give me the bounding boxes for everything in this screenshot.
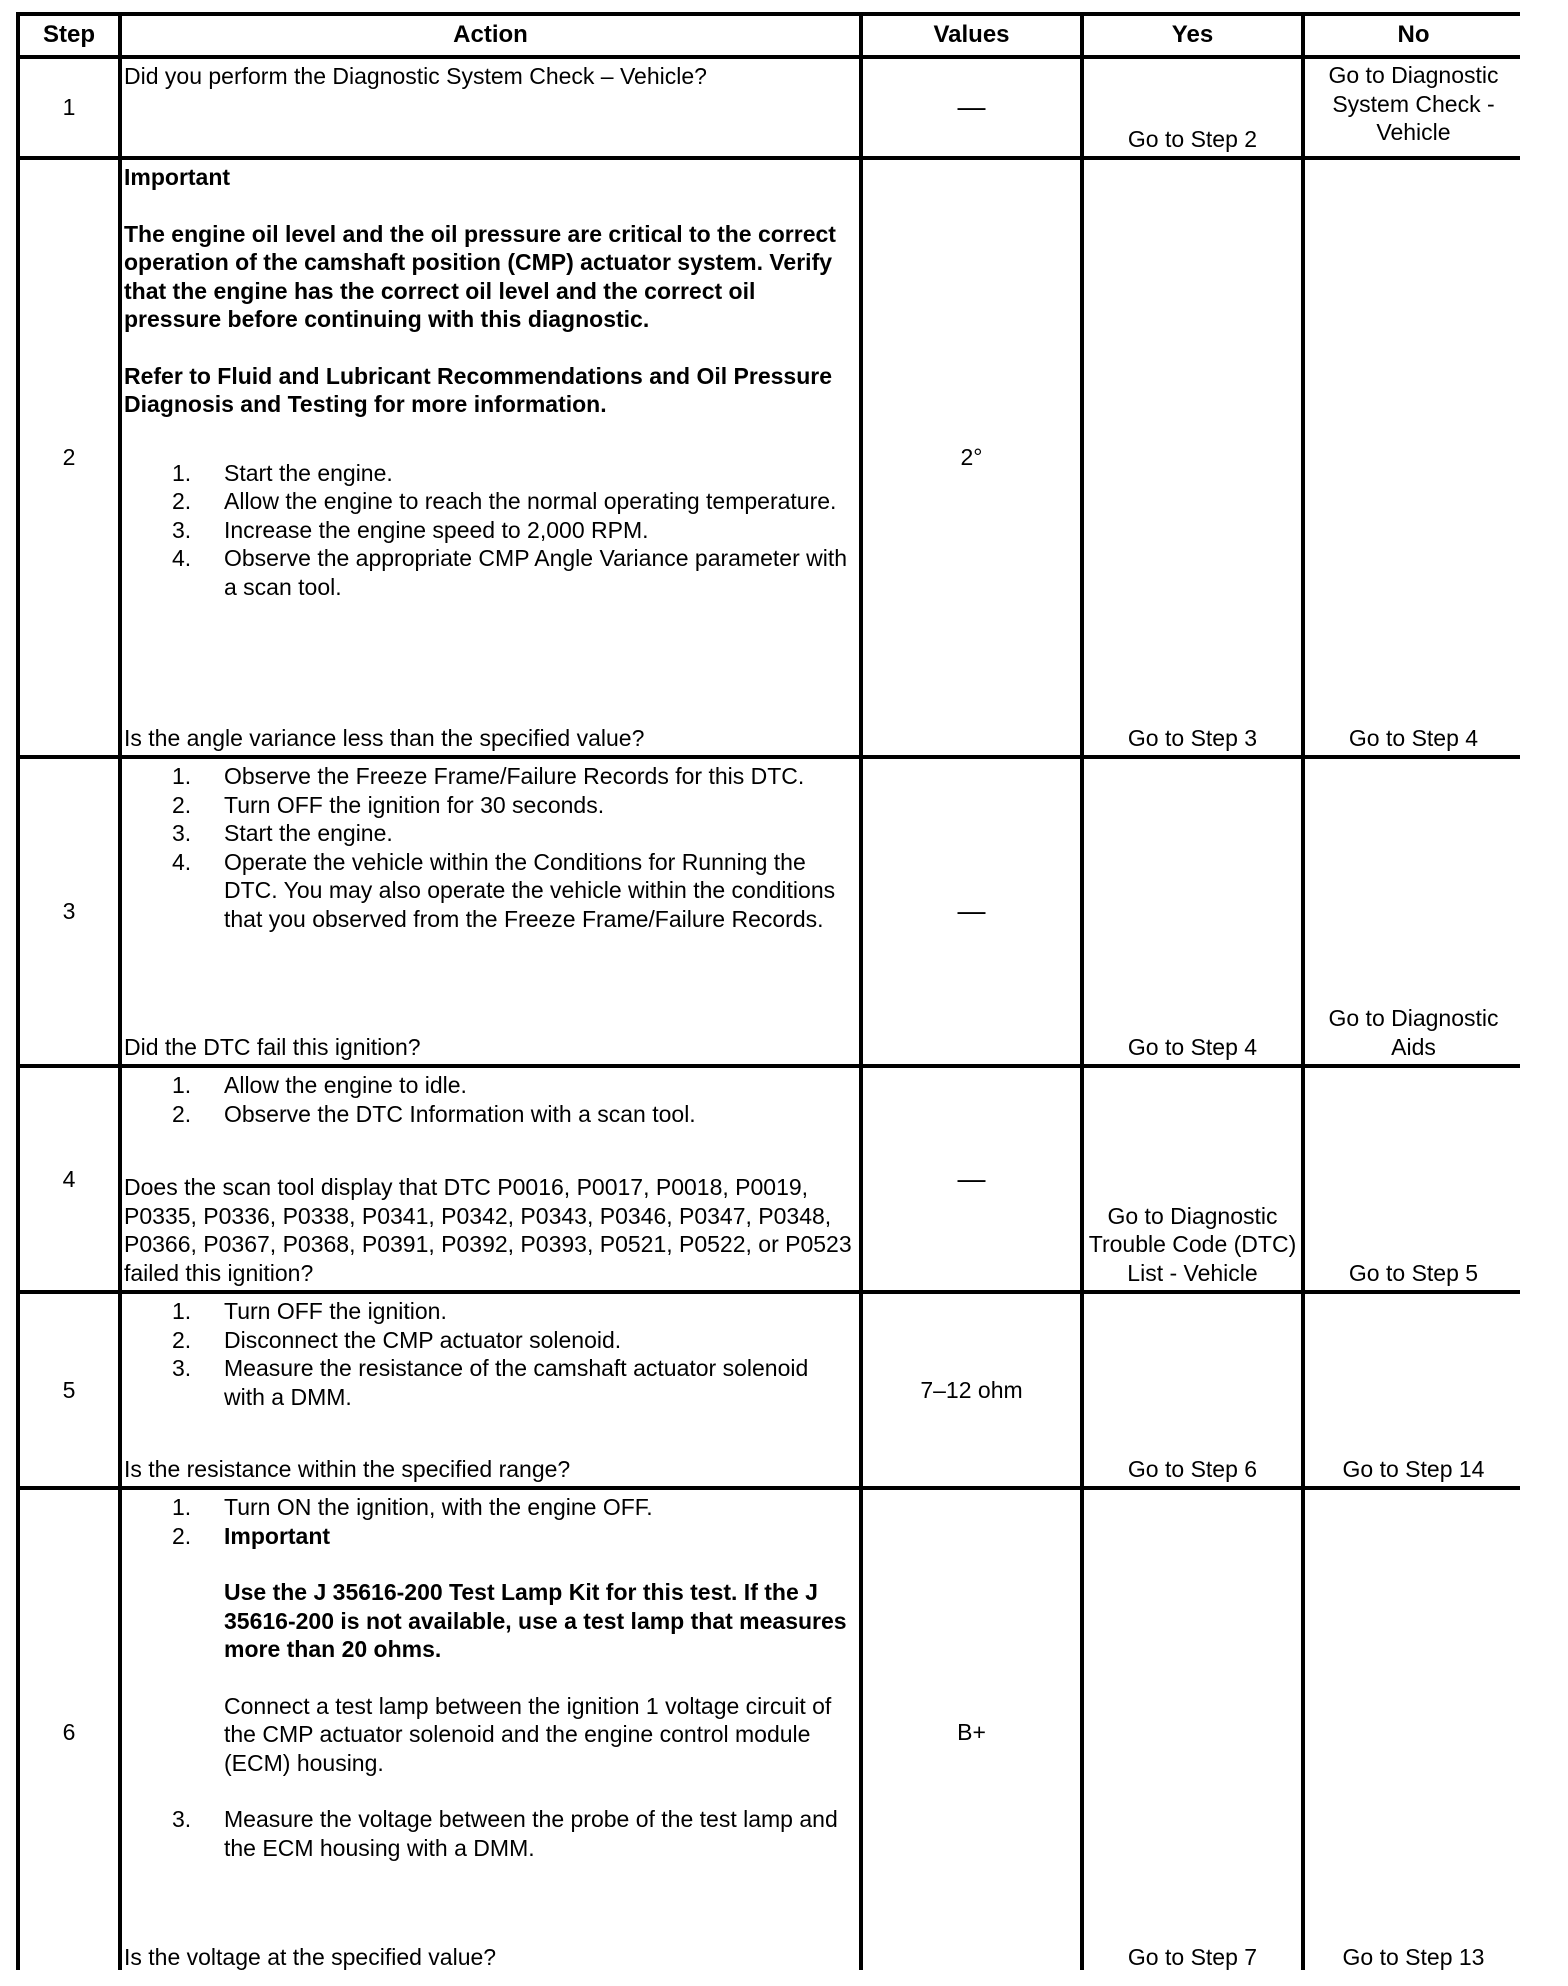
yes-result: Go to Step 4 bbox=[1127, 1033, 1258, 1060]
question-text: Did the DTC fail this ignition? bbox=[124, 1033, 421, 1060]
yes-cell bbox=[1084, 1068, 1301, 1290]
value-cell: — bbox=[863, 1068, 1080, 1290]
list-item: 2. Important bbox=[172, 1522, 331, 1549]
procedure-list bbox=[124, 1805, 855, 1862]
action-cell bbox=[122, 160, 859, 755]
yes-result: Go to Step 6 bbox=[1127, 1455, 1258, 1482]
yes-cell bbox=[1084, 59, 1301, 156]
value-cell: 2° bbox=[863, 160, 1080, 755]
list-item: 4. Operate the vehicle within the Conditions for Running the DTC. You may also operate the vehicle within the conditions that you observed from the Freeze Frame/Failure Records. bbox=[172, 848, 836, 932]
refer-text: Refer to Fluid and Lubricant Recommendations and Oil Pressure Diagnosis and Testing for more information. bbox=[124, 362, 833, 417]
value-cell: 7–12 ohm bbox=[863, 1294, 1080, 1486]
important-label: Important bbox=[224, 1522, 331, 1549]
list-item: 4. Observe the appropriate CMP Angle Variance parameter with a scan tool. bbox=[172, 545, 848, 600]
list-item: 1. Allow the engine to idle. bbox=[172, 1072, 467, 1098]
header-step: Step bbox=[20, 16, 118, 55]
question-text: Did you perform the Diagnostic System Check – Vehicle? bbox=[124, 63, 707, 89]
question-text: Does the scan tool display that DTC P0016, P0017, P0018, P0019, P0335, P0336, P0338, P0341, P0342, P0343, P0346, P0347, P0348, P0366, P0367, P0368, P0391, P0392, P0393, P0521, P0522, or P0523 failed this ignition? bbox=[124, 1174, 852, 1286]
no-cell bbox=[1305, 59, 1522, 156]
list-item: 1. Turn ON the ignition, with the engine OFF. bbox=[172, 1494, 653, 1520]
list-item: 2. Observe the DTC Information with a scan tool. bbox=[172, 1100, 696, 1127]
important-label: Important bbox=[124, 164, 231, 190]
list-item: 3. Measure the voltage between the probe of the test lamp and the ECM housing with a DMM. bbox=[172, 1806, 838, 1861]
no-result: Go to Step 5 bbox=[1348, 1259, 1479, 1286]
header-no: No bbox=[1305, 16, 1522, 55]
step-number: 6 bbox=[20, 1490, 118, 1974]
value-cell: — bbox=[863, 59, 1080, 156]
no-result: Go to Step 4 bbox=[1348, 724, 1479, 751]
list-item: 1. Turn OFF the ignition. bbox=[172, 1298, 447, 1324]
list-item: 1. Observe the Freeze Frame/Failure Records for this DTC. bbox=[172, 763, 805, 789]
no-cell bbox=[1305, 1294, 1522, 1486]
diagnostic-table bbox=[16, 12, 1520, 1970]
yes-result: Go to Step 3 bbox=[1127, 724, 1258, 751]
no-cell bbox=[1305, 160, 1522, 755]
yes-result: Go to Step 2 bbox=[1127, 125, 1258, 152]
important-text: The engine oil level and the oil pressure are critical to the correct operation of the camshaft position (CMP) actuator system. Verify that the engine has the correct oil level and the correct oil pressure before continuing with this diagnostic. bbox=[124, 220, 836, 332]
procedure-list bbox=[124, 1493, 855, 1550]
step-number: 5 bbox=[20, 1294, 118, 1486]
no-cell bbox=[1305, 1490, 1522, 1974]
list-item: 1. Start the engine. bbox=[172, 459, 393, 486]
list-item: 3. Increase the engine speed to 2,000 RPM. bbox=[172, 516, 649, 543]
action-cell bbox=[122, 59, 859, 156]
procedure-list bbox=[124, 762, 855, 933]
list-item: 2. Turn OFF the ignition for 30 seconds. bbox=[172, 791, 605, 818]
important-text: Use the J 35616-200 Test Lamp Kit for this test. If the J 35616-200 is not available, use a test lamp that measures more than 20 ohms. bbox=[224, 1579, 847, 1662]
no-result: Go to Step 14 bbox=[1342, 1455, 1485, 1482]
list-item: 3. Measure the resistance of the camshaft actuator solenoid with a DMM. bbox=[172, 1355, 809, 1410]
action-cell bbox=[122, 1294, 859, 1486]
yes-result: Go to Step 7 bbox=[1127, 1943, 1258, 1970]
yes-cell bbox=[1084, 1294, 1301, 1486]
connect-text: Connect a test lamp between the ignition 1 voltage circuit of the CMP actuator solenoid and the engine control module (ECM) housing. bbox=[224, 1692, 832, 1776]
question-text: Is the angle variance less than the specified value? bbox=[124, 724, 645, 751]
no-result: Go to Diagnostic System Check - Vehicle bbox=[1328, 62, 1499, 145]
value-cell: B+ bbox=[863, 1490, 1080, 1974]
value-cell: — bbox=[863, 759, 1080, 1064]
yes-result: Go to Diagnostic Trouble Code (DTC) List - Vehicle bbox=[1088, 1202, 1297, 1286]
yes-cell bbox=[1084, 759, 1301, 1064]
step-number: 3 bbox=[20, 759, 118, 1064]
action-cell bbox=[122, 1490, 859, 1974]
no-result: Go to Step 13 bbox=[1342, 1943, 1485, 1970]
header-values: Values bbox=[863, 16, 1080, 55]
header-action: Action bbox=[122, 16, 859, 55]
yes-cell bbox=[1084, 1490, 1301, 1974]
step-number: 1 bbox=[20, 59, 118, 156]
question-text: Is the resistance within the specified range? bbox=[124, 1455, 571, 1482]
no-cell bbox=[1305, 759, 1522, 1064]
list-item: 2. Disconnect the CMP actuator solenoid. bbox=[172, 1326, 622, 1353]
procedure-list bbox=[124, 1297, 855, 1411]
header-yes: Yes bbox=[1084, 16, 1301, 55]
procedure-list bbox=[124, 1071, 855, 1128]
no-result: Go to Diagnostic Aids bbox=[1328, 1005, 1499, 1060]
question-text: Is the voltage at the specified value? bbox=[124, 1943, 497, 1970]
list-item: 2. Allow the engine to reach the normal operating temperature. bbox=[172, 488, 837, 514]
yes-cell bbox=[1084, 160, 1301, 755]
action-cell bbox=[122, 759, 859, 1064]
action-cell bbox=[122, 1068, 859, 1290]
list-item: 3. Start the engine. bbox=[172, 820, 393, 846]
step-number: 2 bbox=[20, 160, 118, 755]
no-cell bbox=[1305, 1068, 1522, 1290]
procedure-list bbox=[124, 459, 855, 602]
step-number: 4 bbox=[20, 1068, 118, 1290]
